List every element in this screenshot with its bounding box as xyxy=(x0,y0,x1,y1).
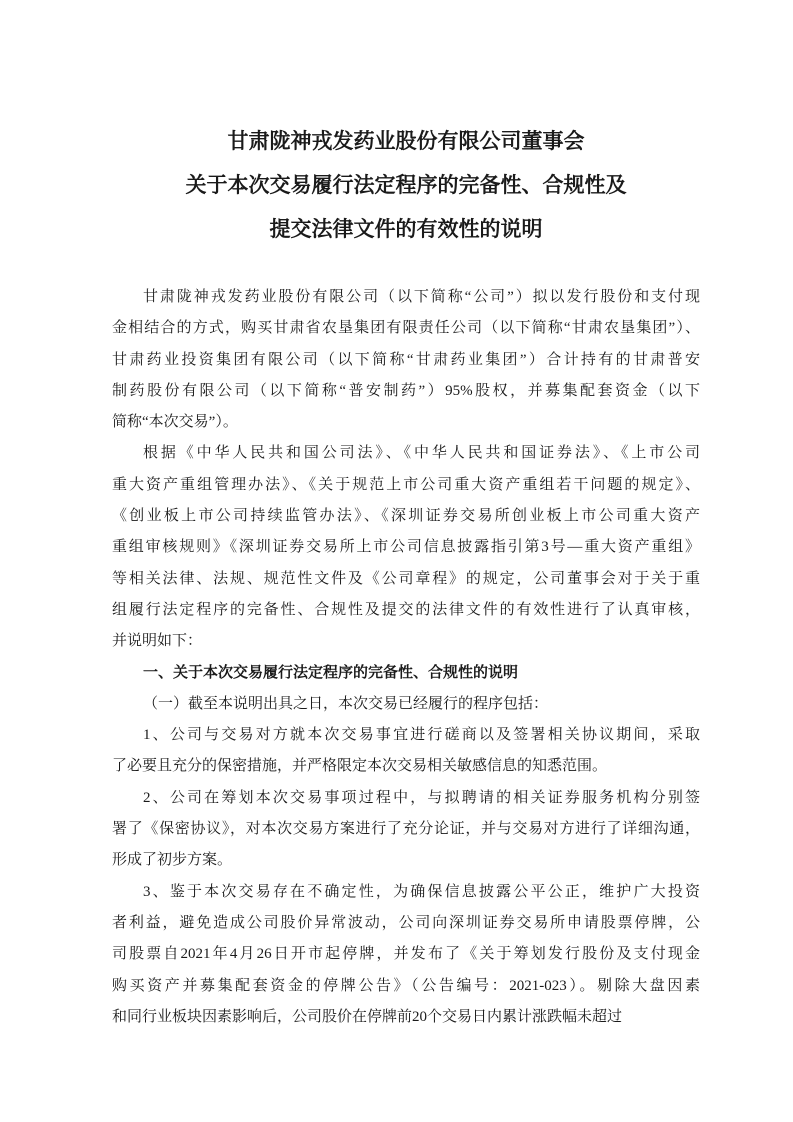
title-line: 甘肃陇神戎发药业股份有限公司董事会 xyxy=(227,129,585,153)
text-line: 司股票自2021年4月26日开市起停牌，并发布了《关于筹划发行股份及支付现金 xyxy=(112,946,700,963)
text-line: 一、关于本次交易履行法定程序的完备性、合规性的说明 xyxy=(143,664,519,681)
text-line: 3、鉴于本次交易存在不确定性，为确保信息披露公平公正，维护广大投资 xyxy=(143,883,700,900)
paragraph xyxy=(112,689,700,720)
text-line: 和同行业板块因素影响后，公司股价在停牌前20个交易日内累计涨跌幅未超过 xyxy=(112,1008,623,1025)
paragraph xyxy=(112,783,700,877)
text-line: 根据《中华人民共和国公司法》、《中华人民共和国证券法》、《上市公司 xyxy=(143,445,700,462)
text-line: （一）截至本说明出具之日，本次交易已经履行的程序包括： xyxy=(143,695,549,712)
text-line: 并说明如下： xyxy=(112,633,203,650)
text-line: 者利益，避免造成公司股价异常波动，公司向深圳证券交易所申请股票停牌，公 xyxy=(112,914,700,931)
text-line: 购买资产并募集配套资金的停牌公告》（公告编号：2021-023）。剔除大盘因素 xyxy=(112,977,700,994)
text-line: 署了《保密协议》，对本次交易方案进行了充分论证，并与交易对方进行了详细沟通， xyxy=(112,821,700,838)
title-line: 关于本次交易履行法定程序的完备性、合规性及 xyxy=(185,173,627,197)
text-line: 金相结合的方式，购买甘肃省农垦集团有限责任公司（以下简称“甘肃农垦集团”）、 xyxy=(112,320,700,337)
text-line: 组履行法定程序的完备性、合规性及提交的法律文件的有效性进行了认真审核， xyxy=(112,601,700,618)
text-line: 2、公司在筹划本次交易事项过程中，与拟聘请的相关证券服务机构分别签 xyxy=(143,789,700,806)
paragraph xyxy=(112,438,700,657)
text-line: 《创业板上市公司持续监管办法》、《深圳证券交易所创业板上市公司重大资产 xyxy=(112,508,700,525)
paragraph xyxy=(112,720,700,783)
paragraph xyxy=(112,877,700,1033)
section-heading xyxy=(112,658,700,689)
text-line: 形成了初步方案。 xyxy=(112,852,233,869)
document-title xyxy=(112,119,700,251)
document-body xyxy=(112,282,700,1033)
text-line: 1、公司与交易对方就本次交易事宜进行磋商以及签署相关协议期间，采取 xyxy=(143,727,700,744)
text-line: 制药股份有限公司（以下简称“普安制药”）95%股权，并募集配套资金（以下 xyxy=(112,382,700,399)
text-line: 重组审核规则》《深圳证券交易所上市公司信息披露指引第3号—重大资产重组》 xyxy=(112,539,700,556)
text-line: 甘肃药业投资集团有限公司（以下简称“甘肃药业集团”）合计持有的甘肃普安 xyxy=(112,351,700,368)
text-line: 简称“本次交易”）。 xyxy=(112,414,238,431)
text-line: 甘肃陇神戎发药业股份有限公司（以下简称“公司”）拟以发行股份和支付现 xyxy=(143,289,700,305)
text-line: 了必要且充分的保密措施，并严格限定本次交易相关敏感信息的知悉范围。 xyxy=(112,758,608,775)
text-line: 等相关法律、法规、规范性文件及《公司章程》的规定，公司董事会对于关于重 xyxy=(112,570,700,587)
paragraph xyxy=(112,282,700,438)
title-line: 提交法律文件的有效性的说明 xyxy=(269,217,543,241)
text-line: 重大资产重组管理办法》、《关于规范上市公司重大资产重组若干问题的规定》、 xyxy=(112,476,700,493)
